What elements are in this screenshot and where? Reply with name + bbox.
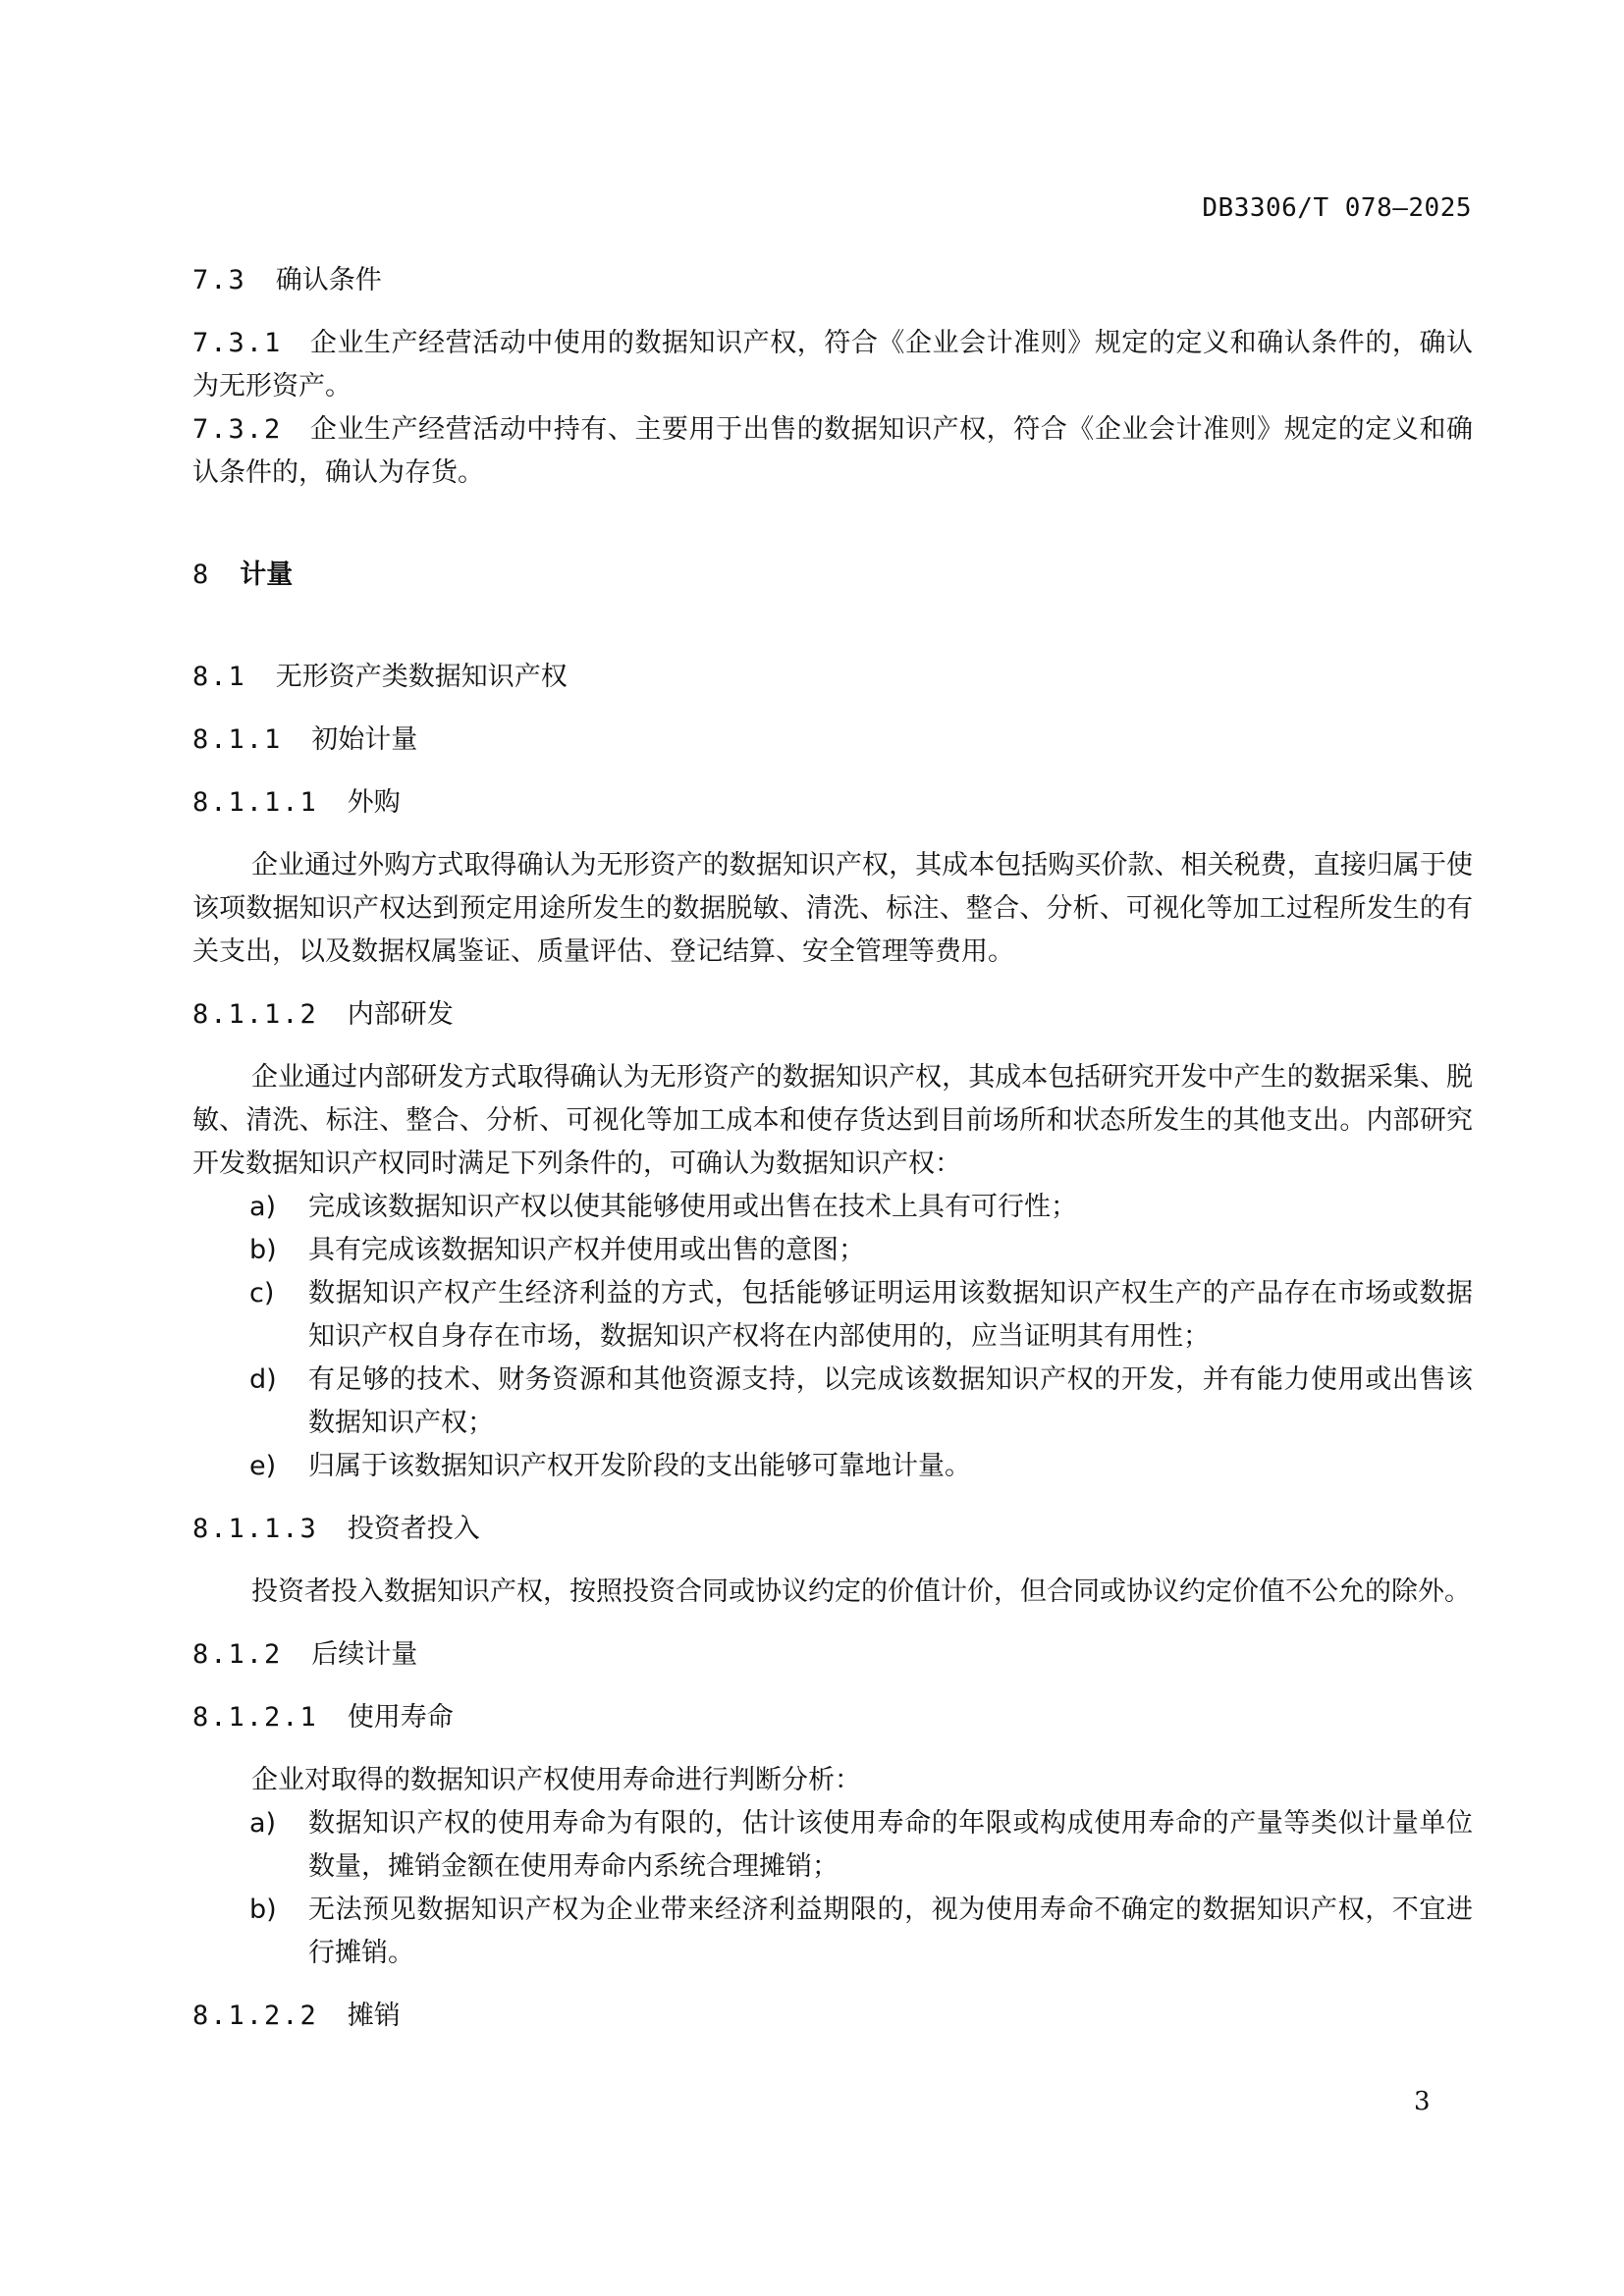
- document-code: DB3306/T 078—2025: [1202, 193, 1472, 223]
- heading-8-1-2: [192, 1633, 1473, 1677]
- heading-7-3: [192, 259, 1473, 302]
- heading-8-1-1-2: [192, 993, 1473, 1037]
- heading-title: 外购: [347, 787, 401, 818]
- list-label: b): [249, 1235, 277, 1265]
- heading-number: 8.1.2.2: [192, 2001, 318, 2031]
- paragraph-investor: 投资者投入数据知识产权，按照投资合同或协议约定的价值计价，但合同或协议约定价值不公允的除外。: [251, 1576, 1471, 1607]
- heading-title: 内部研发: [347, 999, 454, 1030]
- list-item: [192, 1802, 1473, 1889]
- heading-number: 8.1.2: [192, 1639, 283, 1670]
- clause-text: 企业生产经营活动中使用的数据知识产权，符合《企业会计准则》规定的定义和确认条件的，确认为无形资产。: [192, 328, 1473, 401]
- list-label: b): [249, 1895, 277, 1925]
- heading-number: 8.1: [192, 662, 246, 692]
- clause-7-3-2: [192, 408, 1473, 495]
- clause-number: 7.3.1: [192, 328, 283, 358]
- heading-number: 8.1.1.3: [192, 1514, 318, 1544]
- list-label: c): [249, 1278, 275, 1308]
- document-body: [192, 259, 1473, 2038]
- heading-title: 确认条件: [275, 265, 382, 295]
- list-text: 数据知识产权的使用寿命为有限的，估计该使用寿命的年限或构成使用寿命的产量等类似计量单位数量，摊销金额在使用寿命内系统合理摊销；: [308, 1808, 1473, 1882]
- list-text: 具有完成该数据知识产权并使用或出售的意图；: [308, 1235, 865, 1265]
- list-label: e): [249, 1451, 277, 1481]
- conditions-list: [192, 1186, 1473, 1488]
- heading-number: 8.1.1.1: [192, 787, 318, 818]
- heading-8-1-2-1: [192, 1696, 1473, 1739]
- paragraph-useful-life: 企业对取得的数据知识产权使用寿命进行判断分析：: [251, 1765, 861, 1795]
- heading-title: 使用寿命: [347, 1702, 454, 1733]
- list-text: 有足够的技术、财务资源和其他资源支持，以完成该数据知识产权的开发，并有能力使用或出售该数据知识产权；: [308, 1364, 1473, 1438]
- heading-title: 投资者投入: [347, 1514, 480, 1544]
- useful-life-list: [192, 1802, 1473, 1975]
- heading-8: [192, 554, 1473, 597]
- heading-8-1: [192, 656, 1473, 699]
- heading-title: 初始计量: [311, 724, 418, 755]
- heading-8-1-2-2: [192, 1995, 1473, 2038]
- list-item: [192, 1186, 1473, 1229]
- heading-title: 摊销: [347, 2001, 401, 2031]
- heading-number: 7.3: [192, 265, 246, 295]
- heading-number: 8.1.2.1: [192, 1702, 318, 1733]
- heading-title: 无形资产类数据知识产权: [275, 662, 568, 692]
- clause-text: 企业生产经营活动中持有、主要用于出售的数据知识产权，符合《企业会计准则》规定的定义和确认条件的，确认为存货。: [192, 414, 1473, 488]
- heading-number: 8.1.1: [192, 724, 283, 755]
- heading-number: 8.1.1.2: [192, 999, 318, 1030]
- list-text: 归属于该数据知识产权开发阶段的支出能够可靠地计量。: [308, 1451, 971, 1481]
- heading-number: 8: [192, 560, 211, 590]
- heading-8-1-1: [192, 719, 1473, 762]
- heading-8-1-1-1: [192, 781, 1473, 825]
- list-label: a): [249, 1192, 277, 1222]
- paragraph-purchase: 企业通过外购方式取得确认为无形资产的数据知识产权，其成本包括购买价款、相关税费，直接归属于使该项数据知识产权达到预定用途所发生的数据脱敏、清洗、标注、整合、分析、可视化等加工过程所发生的有关支出，以及数据权属鉴证、质量评估、登记结算、安全管理等费用。: [192, 850, 1473, 967]
- list-item: [192, 1889, 1473, 1975]
- list-label: a): [249, 1808, 277, 1839]
- list-text: 数据知识产权产生经济利益的方式，包括能够证明运用该数据知识产权生产的产品存在市场或数据知识产权自身存在市场，数据知识产权将在内部使用的，应当证明其有用性；: [308, 1278, 1473, 1352]
- list-item: [192, 1359, 1473, 1445]
- list-text: 完成该数据知识产权以使其能够使用或出售在技术上具有可行性；: [308, 1192, 1077, 1222]
- list-item: [192, 1445, 1473, 1488]
- page-number: 3: [1414, 2087, 1431, 2116]
- clause-7-3-1: [192, 322, 1473, 408]
- paragraph-internal-rd: 企业通过内部研发方式取得确认为无形资产的数据知识产权，其成本包括研究开发中产生的数据采集、脱敏、清洗、标注、整合、分析、可视化等加工成本和使存货达到目前场所和状态所发生的其他支出。内部研究开发数据知识产权同时满足下列条件的，可确认为数据知识产权：: [192, 1062, 1473, 1179]
- heading-title: 后续计量: [311, 1639, 418, 1670]
- list-label: d): [249, 1364, 277, 1395]
- heading-title: 计量: [240, 560, 294, 590]
- heading-8-1-1-3: [192, 1508, 1473, 1551]
- clause-number: 7.3.2: [192, 414, 283, 445]
- list-item: [192, 1229, 1473, 1272]
- list-text: 无法预见数据知识产权为企业带来经济利益期限的，视为使用寿命不确定的数据知识产权，不宜进行摊销。: [308, 1895, 1473, 1968]
- list-item: [192, 1272, 1473, 1359]
